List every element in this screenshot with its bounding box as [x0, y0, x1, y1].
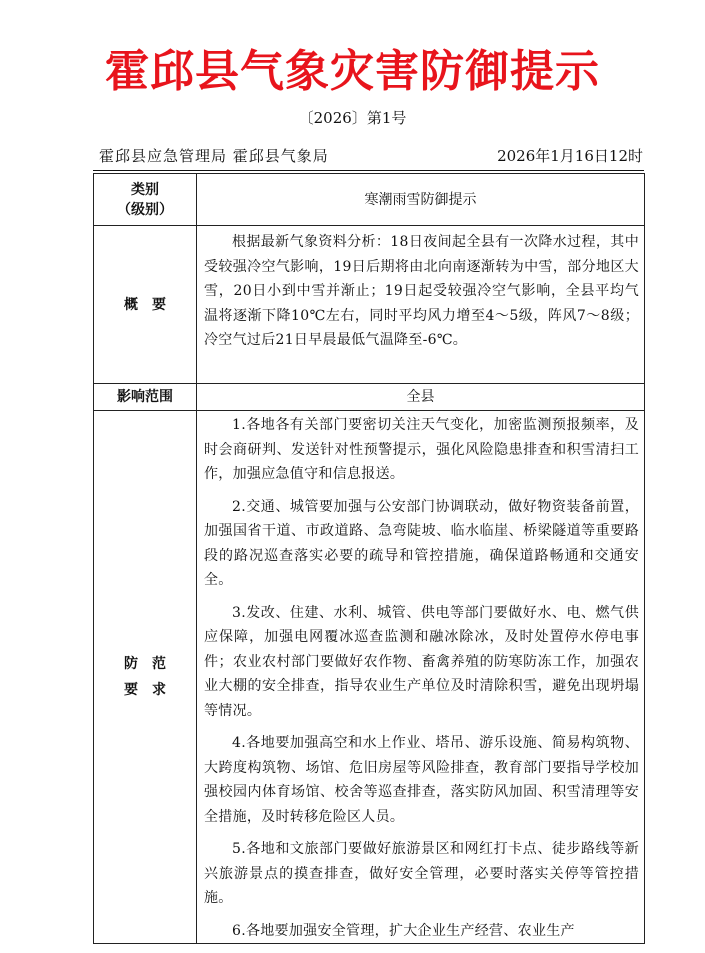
- requirement-item: 5.各地和文旅部门要做好旅游景区和网红打卡点、徒步路线等新兴旅游景点的摸查排查，做好安全管理，必要时落实关停等管控措施。: [204, 841, 639, 906]
- category-label-line2: （级别）: [117, 201, 173, 218]
- requirements-label: [94, 411, 197, 944]
- category-label: [94, 174, 197, 226]
- overview-row: [94, 226, 645, 384]
- category-label-line1: 类别: [131, 181, 159, 198]
- issue-datetime: 2026年1月16日12时: [497, 147, 643, 165]
- overview-label: 概 要: [94, 226, 197, 384]
- requirement-item: 3.发改、住建、水利、城管、供电等部门要做好水、电、燃气供应保障，加强电网覆冰巡查监测和融冰除冰，及时处置停水停电事件；农业农村部门要做好农作物、畜禽养殖的防寒防冻工作，加强农业大棚的安全排查，指导农业生产单位及时清除积雪，避免出现坍塌等情况。: [204, 604, 639, 719]
- overview-cell: [197, 226, 645, 384]
- requirements-label-line2: 要 求: [124, 682, 166, 698]
- scope-label: 影响范围: [94, 384, 197, 411]
- header-rule: [93, 170, 644, 171]
- category-row: [94, 174, 645, 226]
- requirement-item: 6.各地要加强安全管理，扩大企业生产经营、农业生产: [232, 922, 575, 939]
- overview-text: 根据最新气象资料分析：18日夜间起全县有一次降水过程，其中受较强冷空气影响，19日后期将由北向南逐渐转为中雪，部分地区大雪，20日小到中雪并渐止；19日起受较强冷空气影响，全县平均气温将逐渐下降10℃左右，同时平均风力增至4～5级，阵风7～8级；冷空气过后21日早晨最低气温降至-6℃。: [204, 234, 639, 348]
- requirement-item: 1.各地各有关部门要密切关注天气变化，加密监测预报频率，及时会商研判、发送针对性预警提示，强化风险隐患排查和积雪清扫工作，加强应急值守和信息报送。: [204, 417, 639, 482]
- issuing-agencies: 霍邱县应急管理局 霍邱县气象局: [99, 147, 329, 165]
- requirements-label-line1: 防 范: [124, 656, 166, 672]
- requirement-item: 2.交通、城管要加强与公安部门协调联动，做好物资装备前置，加强国省干道、市政道路、急弯陡坡、临水临崖、桥梁隧道等重要路段的路况巡查落实必要的疏导和管控措施，确保道路畅通和交通安全。: [204, 498, 639, 588]
- requirement-item: 4.各地要加强高空和水上作业、塔吊、游乐设施、简易构筑物、大跨度构筑物、场馆、危旧房屋等风险排查，教育部门要指导学校加强校园内体育场馆、校舍等巡查排查，落实防风加固、积雪清理等安全措施，及时转移危险区人员。: [204, 735, 639, 825]
- scope-value: 全县: [197, 384, 645, 411]
- document-number: 〔2026〕第1号: [298, 109, 407, 127]
- document-title: 霍邱县气象灾害防御提示: [105, 46, 600, 97]
- scope-row: [94, 384, 645, 411]
- category-value: 寒潮雨雪防御提示: [197, 174, 645, 226]
- requirements-row: [94, 411, 645, 944]
- warning-table: [93, 173, 645, 944]
- requirements-cell: [197, 411, 645, 944]
